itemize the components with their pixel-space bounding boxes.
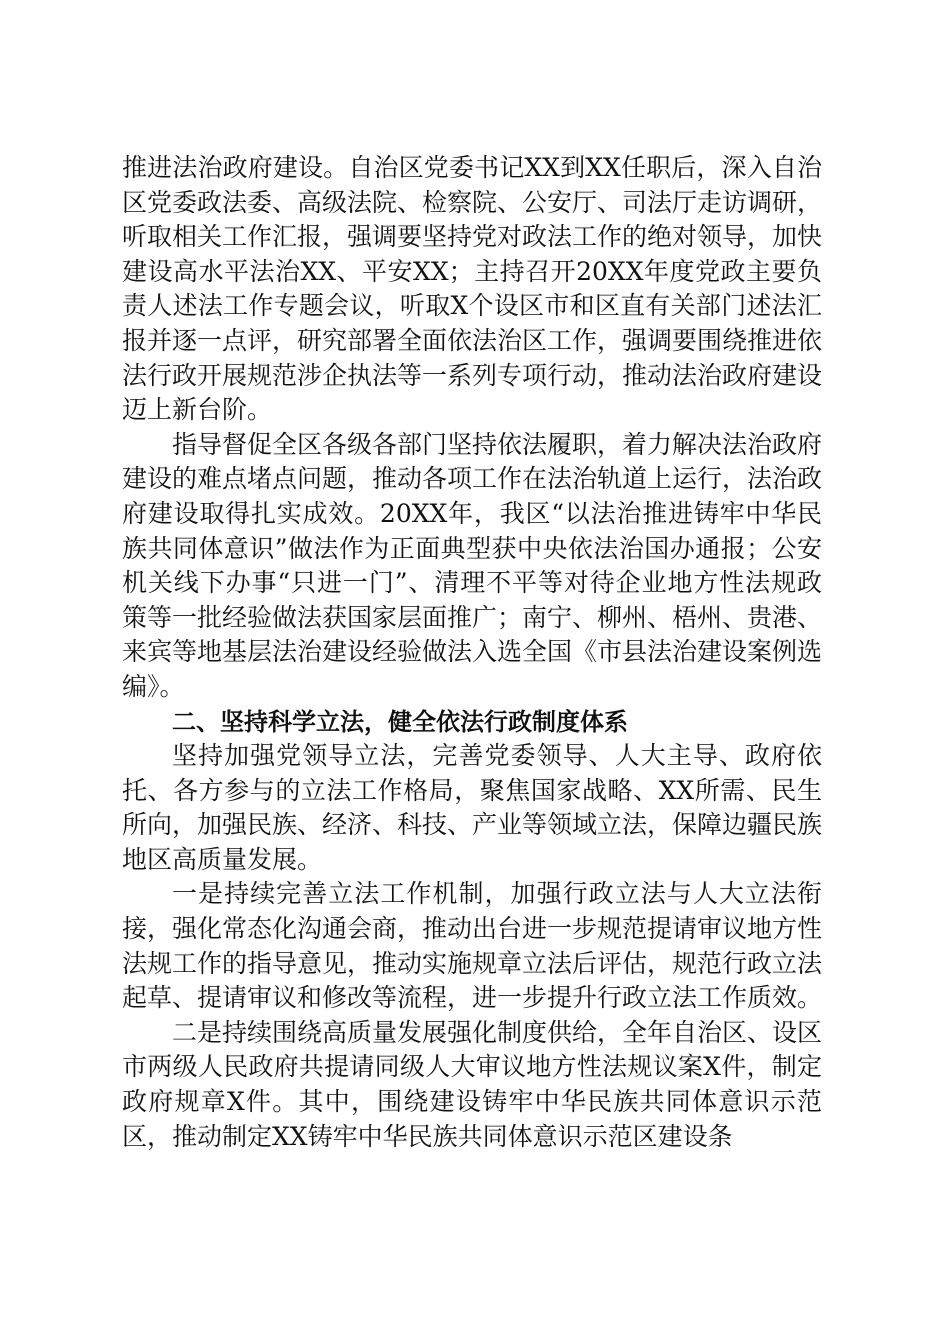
document-body xyxy=(122,151,822,1154)
paragraph-2: 指导督促全区各级各部门坚持依法履职，着力解决法治政府建设的难点堵点问题，推动各项工作在法治轨道上运行，法治政府建设取得扎实成效。20XX年，我区“以法治推进铸牢中华民族共同体意识”做法作为正面典型获中央依法治国办通报；公安机关线下办事“只进一门”、清理不平等对待企业地方性法规政策等一批经验做法获国家层面推广；南宁、柳州、梧州、贵港、来宾等地基层法治建设经验做法入选全国《市县法治建设案例选编》。 xyxy=(122,429,823,701)
paragraph-5: 二是持续围绕高质量发展强化制度供给，全年自治区、设区市两级人民政府共提请同级人大审议地方性法规议案X件，制定政府规章X件。其中，围绕建设铸牢中华民族共同体意识示范区，推动制定XX铸牢中华民族共同体意识示范区建设条 xyxy=(122,1017,823,1151)
paragraph-1: 推进法治政府建设。自治区党委书记XX到XX任职后，深入自治区党委政法委、高级法院、检察院、公安厅、司法厅走访调研，听取相关工作汇报，强调要坚持党对政法工作的绝对领导，加快建设高水平法治XX、平安XX；主持召开20XX年度党政主要负责人述法工作专题会议，听取X个设区市和区直有关部门述法汇报并逐一点评，研究部署全面依法治区工作，强调要围绕推进依法行政开展规范涉企执法等一系列专项行动，推动法治政府建设迈上新台阶。 xyxy=(122,153,823,425)
paragraph-3: 坚持加强党领导立法，完善党委领导、人大主导、政府依托、各方参与的立法工作格局，聚焦国家战略、XX所需、民生所向，加强民族、经济、科技、产业等领域立法，保障边疆民族地区高质量发展。 xyxy=(122,741,823,874)
section-heading: 二、坚持科学立法，健全依法行政制度体系 xyxy=(172,707,628,736)
paragraph-4: 一是持续完善立法工作机制，加强行政立法与人大立法衔接，强化常态化沟通会商，推动出台进一步规范提请审议地方性法规工作的指导意见，推动实施规章立法后评估，规范行政立法起草、提请审议和修改等流程，进一步提升行政立法工作质效。 xyxy=(122,879,823,1013)
